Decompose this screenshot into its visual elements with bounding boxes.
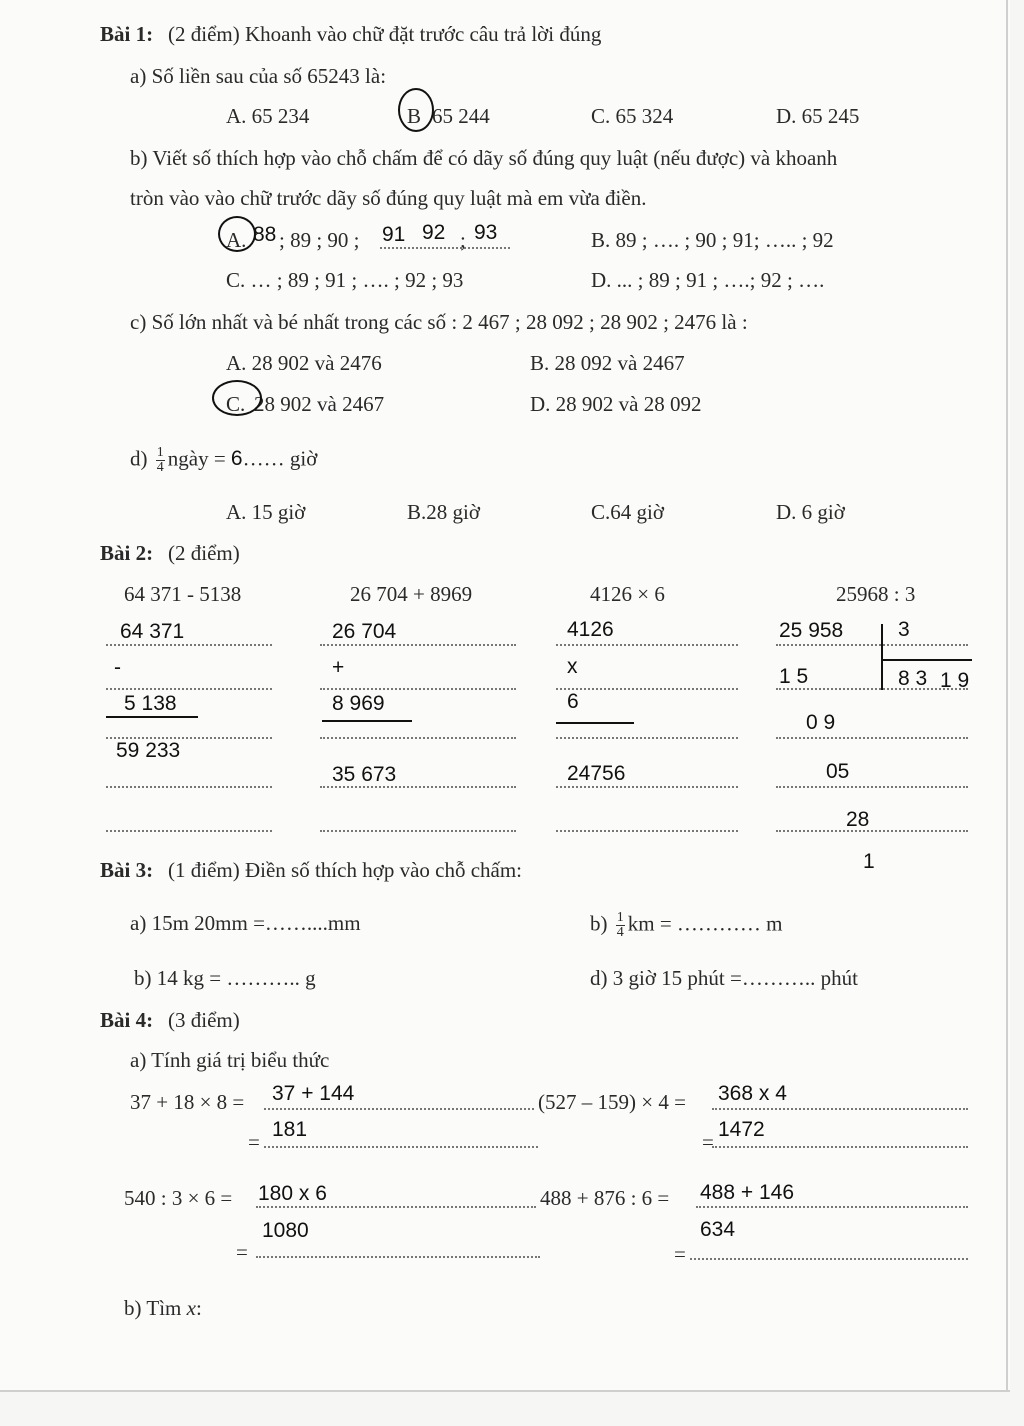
bai4-expr-1: 37 + 18 × 8 = bbox=[130, 1090, 245, 1114]
bai1d-option-b[interactable]: B.28 giờ bbox=[407, 500, 480, 524]
bai3-b[interactable]: b) $\frac{1}{4}$ km = ………… m bbox=[590, 910, 783, 940]
bai1c-option-c-label[interactable]: C. bbox=[226, 392, 246, 416]
bai1b-option-b[interactable]: B. 89 ; …. ; 90 ; 91; ….. ; 92 bbox=[591, 228, 834, 252]
bai1b-question-line1: b) Viết số thích hợp vào chỗ chấm để có dãy số đúng quy luật (nếu được) và khoanh bbox=[130, 146, 838, 170]
handwritten-93: 93 bbox=[474, 221, 498, 244]
work4-step-2: 0 9 bbox=[806, 711, 836, 734]
bai1d-option-d[interactable]: D. 6 giờ bbox=[776, 500, 845, 524]
work3-factor2: 6 bbox=[567, 690, 579, 713]
bai1c-option-c[interactable]: 28 902 và 2467 bbox=[254, 392, 385, 416]
bai4-expr-3: 540 : 3 × 6 = bbox=[124, 1186, 233, 1210]
expr4-step1: 488 + 146 bbox=[700, 1181, 795, 1204]
work4-remainder: 1 bbox=[863, 850, 875, 873]
work4-divisor: 3 bbox=[898, 618, 910, 641]
expr2-step1: 368 x 4 bbox=[718, 1082, 787, 1105]
work1-minuend: 64 371 bbox=[120, 620, 185, 643]
bai1d-option-a[interactable]: A. 15 giờ bbox=[226, 500, 306, 524]
equals-sign: = bbox=[674, 1242, 686, 1266]
bai1d-option-c[interactable]: C.64 giờ bbox=[591, 500, 664, 524]
expr1-result: 181 bbox=[272, 1118, 308, 1141]
bai3-a[interactable]: a) 15m 20mm =……....mm bbox=[130, 911, 361, 935]
bai1a-option-b[interactable]: 65 244 bbox=[432, 104, 490, 128]
bai1a-option-a[interactable]: A. 65 234 bbox=[226, 104, 310, 128]
bai4-expr-4: 488 + 876 : 6 = bbox=[540, 1186, 670, 1210]
fraction-one-quarter: $\frac{1}{4}$ bbox=[156, 445, 164, 475]
handwritten-91: 91 bbox=[382, 223, 406, 246]
bai3-d[interactable]: d) 3 giờ 15 phút =……….. phút bbox=[590, 966, 858, 990]
bai3-desc: (1 điểm) Điền số thích hợp vào chỗ chấm: bbox=[168, 858, 523, 882]
bai2-problem-4: 25968 : 3 bbox=[836, 582, 916, 606]
work4-step-1: 1 5 bbox=[779, 665, 809, 688]
bai1d-question: d) $\frac{1}{4}$ ngày = 6…… giờ bbox=[130, 445, 318, 475]
work3-factor1: 4126 bbox=[567, 618, 614, 641]
work4-quotient-1: 8 3 bbox=[898, 667, 928, 690]
equals-sign: = bbox=[702, 1130, 714, 1154]
bai1a-question: a) Số liền sau của số 65243 là: bbox=[130, 64, 387, 88]
work4-step-3: 05 bbox=[826, 760, 850, 783]
bai1b-option-a-label[interactable]: A. bbox=[226, 228, 247, 252]
expr1-step1: 37 + 144 bbox=[272, 1082, 355, 1105]
bai4a-label: a) Tính giá trị biểu thức bbox=[130, 1048, 330, 1072]
bai4-title: Bài 4: bbox=[100, 1008, 154, 1032]
bai3-c[interactable]: b) 14 kg = ……….. g bbox=[134, 966, 316, 990]
bai1-desc: (2 điểm) Khoanh vào chữ đặt trước câu trả lời đúng bbox=[168, 22, 602, 46]
bai4-expr-2: (527 – 159) × 4 = bbox=[538, 1090, 686, 1114]
bai1b-option-d[interactable]: D. ... ; 89 ; 91 ; ….; 92 ; …. bbox=[591, 268, 825, 292]
bai4-desc: (3 điểm) bbox=[168, 1008, 240, 1032]
work2-plus-sign: + bbox=[332, 656, 345, 679]
bai1b-option-c[interactable]: C. … ; 89 ; 91 ; …. ; 92 ; 93 bbox=[226, 268, 464, 292]
equals-sign: = bbox=[248, 1130, 260, 1154]
bai1-title: Bài 1: bbox=[100, 22, 154, 46]
bai1a-option-c[interactable]: C. 65 324 bbox=[591, 104, 674, 128]
work2-addend1: 26 704 bbox=[332, 620, 397, 643]
bai1b-option-a-printed[interactable]: ; 89 ; 90 ; bbox=[279, 228, 360, 252]
bai1c-option-b[interactable]: B. 28 092 và 2467 bbox=[530, 351, 685, 375]
bai3-title: Bài 3: bbox=[100, 858, 154, 882]
handwritten-92: 92 bbox=[422, 221, 446, 244]
bai1c-option-d[interactable]: D. 28 902 và 28 092 bbox=[530, 392, 702, 416]
bai2-problem-1: 64 371 - 5138 bbox=[124, 582, 242, 606]
bai1b-question-line2: tròn vào vào chữ trước dãy số đúng quy luật mà em vừa điền. bbox=[130, 186, 647, 210]
work3-result: 24756 bbox=[567, 762, 626, 785]
bai2-desc: (2 điểm) bbox=[168, 541, 240, 565]
work3-times-sign: x bbox=[567, 655, 578, 678]
expr2-result: 1472 bbox=[718, 1118, 765, 1141]
handwritten-answer-6: 6 bbox=[230, 447, 243, 471]
bai1c-option-a[interactable]: A. 28 902 và 2476 bbox=[226, 351, 382, 375]
work2-addend2: 8 969 bbox=[332, 692, 385, 715]
bai2-problem-3: 4126 × 6 bbox=[590, 582, 665, 606]
bai4b-label: b) Tìm x: bbox=[124, 1296, 202, 1320]
bai1a-option-b-letter[interactable]: B bbox=[407, 104, 422, 128]
work4-quotient-2: 1 9 bbox=[940, 669, 970, 692]
fraction-one-quarter: $\frac{1}{4}$ bbox=[616, 910, 624, 940]
work1-minus-sign: - bbox=[114, 656, 121, 679]
work2-result: 35 673 bbox=[332, 763, 397, 786]
expr3-step1: 180 x 6 bbox=[258, 1182, 327, 1205]
work1-result: 59 233 bbox=[116, 739, 181, 762]
bai2-title: Bài 2: bbox=[100, 541, 154, 565]
expr3-result: 1080 bbox=[262, 1219, 309, 1242]
handwritten-88: 88 bbox=[253, 223, 277, 246]
equals-sign: = bbox=[236, 1240, 248, 1264]
bai1a-option-d[interactable]: D. 65 245 bbox=[776, 104, 860, 128]
work4-dividend: 25 958 bbox=[779, 619, 844, 642]
work4-step-4: 28 bbox=[846, 808, 870, 831]
bai1c-question: c) Số lớn nhất và bé nhất trong các số : 2 467 ; 28 092 ; 28 902 ; 2476 là : bbox=[130, 310, 748, 334]
bai2-problem-2: 26 704 + 8969 bbox=[350, 582, 473, 606]
expr4-result: 634 bbox=[700, 1218, 736, 1241]
work1-subtrahend: 5 138 bbox=[124, 692, 177, 715]
